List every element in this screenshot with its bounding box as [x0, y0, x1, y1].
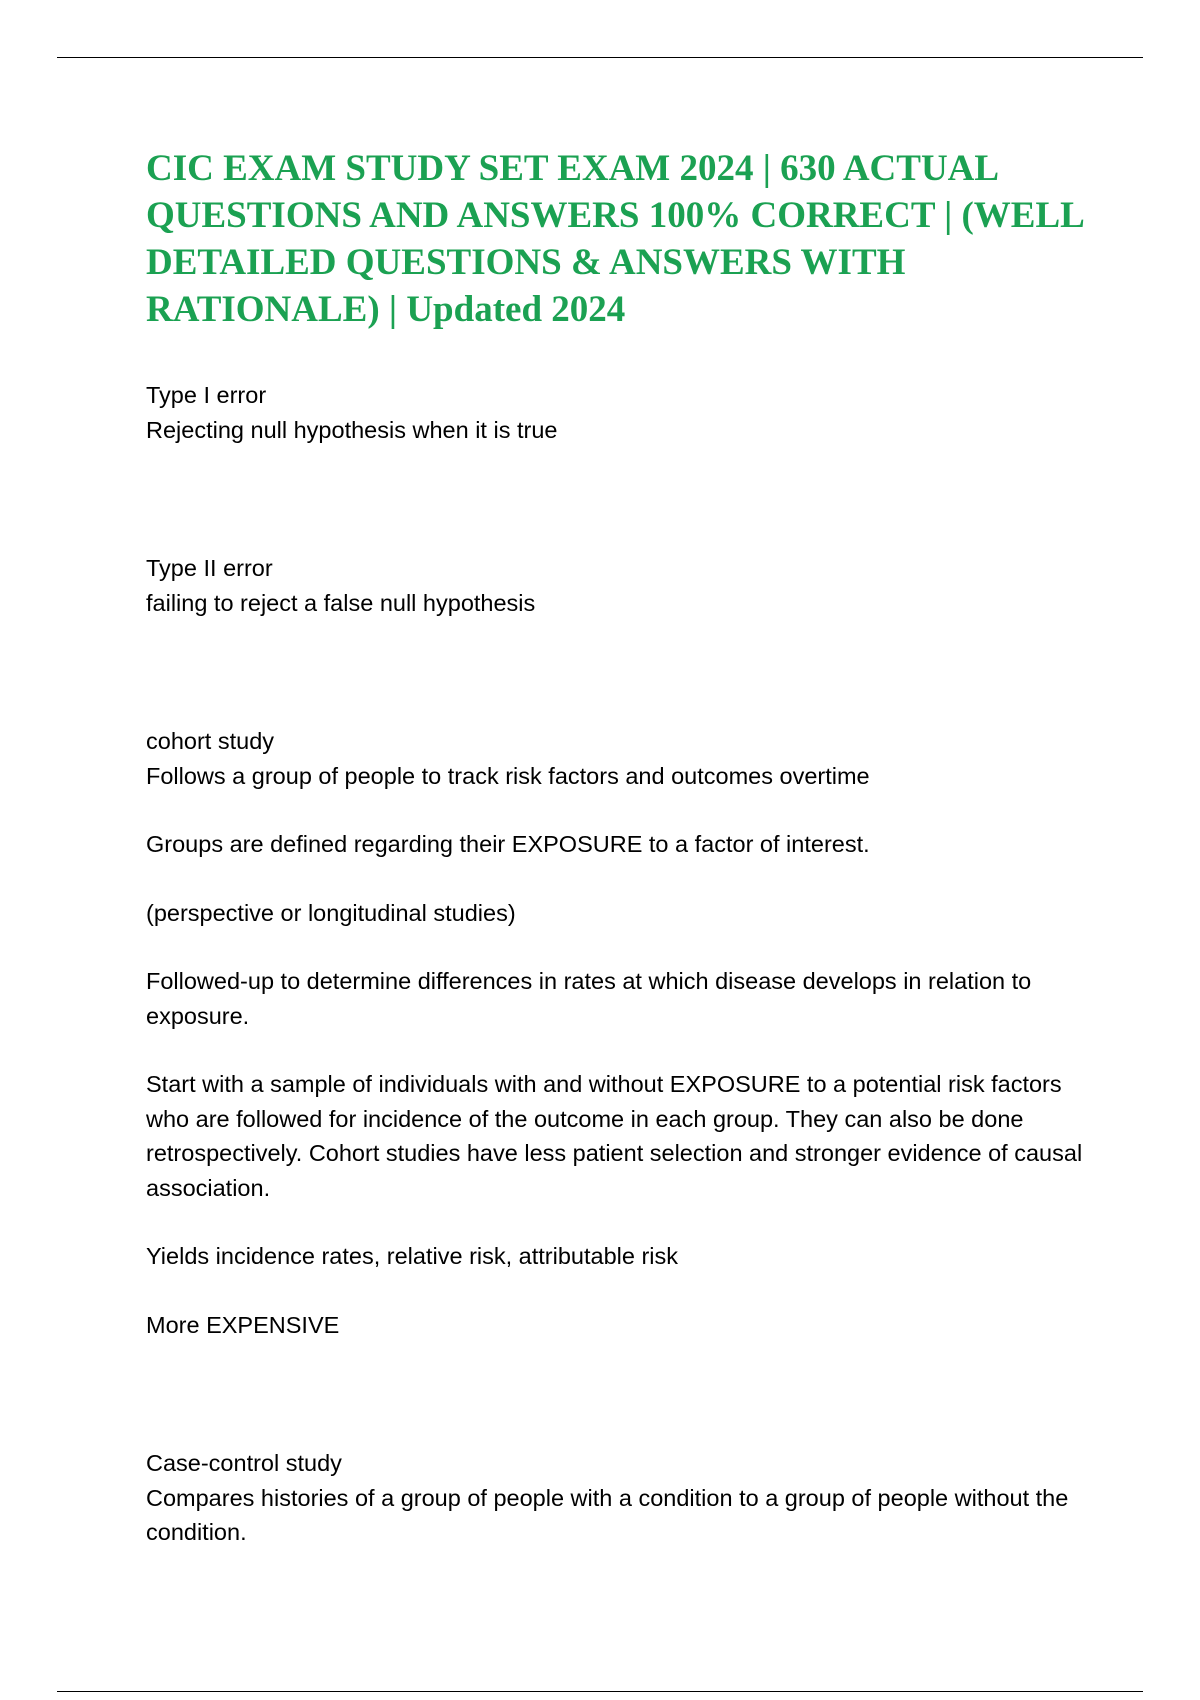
note-follow-up: Followed-up to determine differences in rates at which disease develops in relation to exposure. [146, 968, 1032, 1029]
term: Type I error [146, 382, 267, 408]
term: Type II error [146, 555, 273, 581]
bottom-divider [57, 1691, 1143, 1692]
term: cohort study [146, 728, 275, 754]
note-yields: Yields incidence rates, relative risk, attributable risk [146, 1243, 679, 1269]
entry-type-ii-error [146, 551, 1086, 620]
definition: failing to reject a false null hypothesis [146, 589, 536, 616]
top-divider [57, 57, 1143, 58]
note-cost: More EXPENSIVE [146, 1311, 340, 1338]
note-exposure-groups: Groups are defined regarding their EXPOSURE to a factor of interest. [146, 831, 870, 857]
study-content [146, 378, 1086, 1550]
definition: Follows a group of people to track risk factors and outcomes overtime [146, 762, 870, 789]
note-study-types: (perspective or longitudinal studies) [146, 899, 516, 926]
entry-case-control-study [146, 1446, 1086, 1550]
definition: Rejecting null hypothesis when it is true [146, 416, 558, 443]
term: Case-control study [146, 1450, 342, 1476]
page-title: CIC EXAM STUDY SET EXAM 2024 | 630 ACTUAL QUESTIONS AND ANSWERS 100% CORRECT | (WELL DETAILED QUESTIONS & ANSWERS WITH RATIONALE) | Updated 2024 [146, 148, 1083, 330]
entry-type-i-error [146, 378, 1086, 447]
entry-cohort-study [146, 724, 1086, 1342]
definition: Compares histories of a group of people with a condition to a group of people without the condition. [146, 1484, 1069, 1545]
note-sample-description: Start with a sample of individuals with and without EXPOSURE to a potential risk factors who are followed for incidence of the outcome in each group. They can also be done retrospectively. Cohort studies have less patient selection and stronger evidence of causal association. [146, 1071, 1083, 1201]
